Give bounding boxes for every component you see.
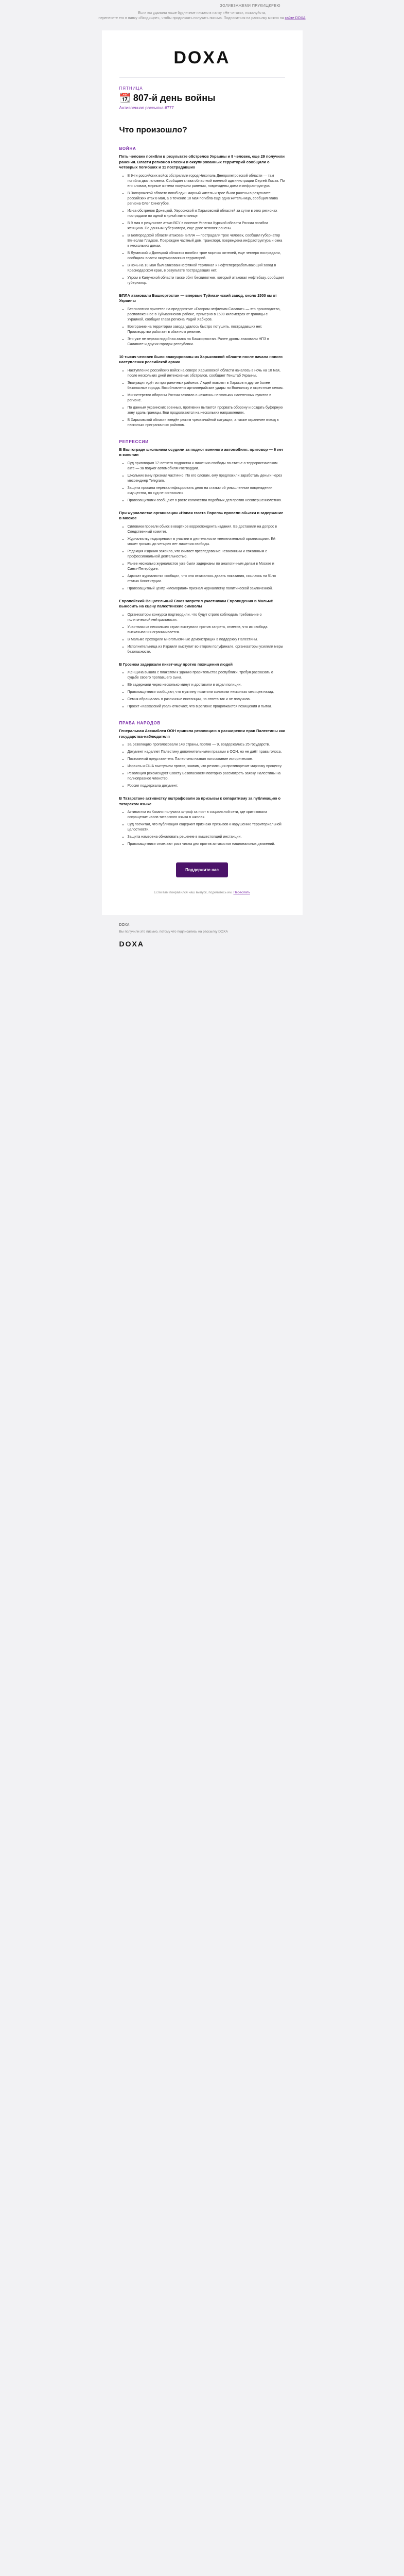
list-item: • Суд приговорил 17-летнего подростка к лишению свободы по статье о террористическом акте — за поджог автомобиля Росгвардии. bbox=[128, 461, 285, 471]
footer bbox=[102, 915, 303, 963]
section-title: ПРАВА НАРОДОВ bbox=[119, 721, 161, 725]
preheader: ЗОЛИВЗАЖЕМИ ПРУКИЩКРЕЮ bbox=[220, 4, 280, 8]
list-item: • Правозащитники сообщают, что мужчину похитили силовики несколько месяцев назад. bbox=[128, 690, 285, 695]
page-title: 📆 807-й день войны bbox=[119, 93, 216, 103]
list-item: • Суд посчитал, что публикация содержит признаки призывов к нарушению территориальной целостности. bbox=[128, 822, 285, 833]
list-item: • Адвокат журналистки сообщил, что она отказалась давать показания, ссылаясь на 51-ю статью Конституции. bbox=[128, 574, 285, 584]
list-item: • В 9-ти российских войск обстреляли город Никополь Днепропетровской области — там погибла два человека. Сообщает глава областной военной администрации Сергей Лысак. По его словам, мирные жители получили ранения, повреждены дома и инфраструктура. bbox=[128, 174, 285, 189]
intro-heading: Что произошло? bbox=[119, 126, 187, 134]
day-label: ПЯТНИЦА bbox=[119, 86, 143, 91]
section-lead: Европейский Вещательный Союз запретил участникам Евровидения в Мальмё выносить на сцену палестинские символы bbox=[119, 598, 273, 608]
list-item: • Министерство обороны России заявило о «взятии» нескольких населенных пунктов в регионе. bbox=[128, 393, 285, 403]
list-item: • За резолюцию проголосовали 143 страны, против — 9, воздержались 25 государств. bbox=[128, 742, 285, 748]
bullet-list bbox=[119, 461, 285, 503]
list-item: • Документ наделяет Палестину дополнительными правами в ООН, но не даёт права голоса. bbox=[128, 750, 285, 755]
section-lead: При журналистке организации «Новая газета Европа» провели обыски и задержание в Москве bbox=[119, 510, 284, 520]
section-lead: В Грозном задержали пикетчицу против похищения людей bbox=[119, 662, 233, 667]
list-item: • Эвакуация идёт из приграничных районов. Людей вывозят в Харьков и другие более безопасные города. Возобновлены артиллерийские удары по Волчанску и окрестным селам. bbox=[128, 381, 285, 391]
list-item: • Семья обращалась в различные инстанции, но ответа так и не получила. bbox=[128, 697, 285, 702]
footer-logo: DOXA bbox=[119, 940, 144, 948]
notice bbox=[0, 8, 404, 30]
support-button[interactable]: Поддержите нас bbox=[176, 862, 228, 877]
list-item: • Женщина вышла с плакатом к зданию правительства республики, требуя рассказать о судьбе своего пропавшего сына. bbox=[128, 670, 285, 681]
notice-line-1: Если вы удалили наше будничное письмо в папку «Не читать», пожалуйста, bbox=[138, 11, 266, 15]
logo: DOXA bbox=[173, 48, 231, 67]
footer-name: DOXA bbox=[119, 923, 130, 927]
list-item: • В Луганской и Донецкой областях погибли трое мирных жителей, еще четверо пострадали, сообщили власти оккупированных территорий. bbox=[128, 251, 285, 261]
list-item: • В Запорожской области погиб один мирный житель и трое были ранены в результате российских атак 8 мая, а в течение 10 мая погибла ещё одна жительница, сообщил глава региона Олег Синегубов. bbox=[128, 191, 285, 207]
list-item: • По данным украинских военных, противник пытается прорвать оборону и создать буферную зону вдоль границы. Бои продолжаются на нескольких направлениях. bbox=[128, 405, 285, 416]
newsletter-card bbox=[102, 30, 303, 915]
list-item: • Участники из нескольких стран выступили против запрета, отметив, что их свобода высказывания ограничивается. bbox=[128, 625, 285, 635]
section-lead: В Татарстане активистку оштрафовали за призывы к сепаратизму за публикацию о татарском языке bbox=[119, 796, 281, 806]
section-lead: В Волгограде школьника осудили за поджог военного автомобиля: приговор — 6 лет в колонии bbox=[119, 447, 284, 457]
list-item: • Организаторы конкурса подтвердили, что будут строго соблюдать требование о политической нейтральности. bbox=[128, 613, 285, 623]
list-item: • Постоянный представитель Палестины назвал голосование историческим. bbox=[128, 757, 285, 762]
share-note: Если вам понравился наш выпуск, поделитесь им. Переслать bbox=[154, 891, 250, 894]
section-title: РЕПРЕССИИ bbox=[119, 439, 149, 444]
list-item: • Правозащитники сообщают о росте количества подобных дел против несовершеннолетних. bbox=[128, 498, 285, 503]
divider bbox=[119, 77, 285, 78]
list-item: • Наступление российских войск на севере Харьковской области началось в ночь на 10 мая, после нескольких дней интенсивных обстрелов, сообщает Генштаб Украины. bbox=[128, 368, 285, 379]
list-item: • Защита намерена обжаловать решение в вышестоящей инстанции. bbox=[128, 835, 285, 840]
list-item: • Исполнительница из Израиля выступит во втором полуфинале, организаторы усилили меры безопасности. bbox=[128, 645, 285, 655]
list-item: • Школьник вину признал частично. По его словам, ему предложили заработать деньги через мессенджер Telegram. bbox=[128, 473, 285, 484]
list-item: • Правозащитники отмечают рост числа дел против активистов национальных движений. bbox=[128, 842, 285, 847]
bullet-list bbox=[119, 524, 285, 591]
section-lead: Генеральная Ассамблея ООН приняла резолюцию о расширении прав Палестины как государства-наблюдателя bbox=[119, 728, 285, 739]
notice-line-2: перенесите его в папку «Входящие», чтобы продолжать получать письма. Подписаться на рассылку можно на сайте DOXA bbox=[98, 16, 306, 20]
section-lead: Пять человек погибли в результате обстрелов Украины и 8 человек, еще 29 получили ранения. Власти регионов России и оккупированных территорий сообщили о четверых погибших и 11 пострадавших bbox=[119, 154, 285, 170]
list-item: • Это уже не первая подобная атака на Башкортостан. Ранее дроны атаковали НПЗ в Салавате и других городах республики. bbox=[128, 337, 285, 347]
site-link[interactable]: сайте DOXA bbox=[285, 16, 306, 20]
list-item: • Правозащитный центр «Мемориал» признал журналистку политической заключенной. bbox=[128, 586, 285, 591]
list-item: • В 9 мая в результате атаки ВСУ в поселке Успенка Курской области России погибла женщина. По данным губернатора, еще двое человек ранены. bbox=[128, 221, 285, 231]
forward-link[interactable]: Переслать bbox=[233, 891, 250, 894]
footer-subscription: Вы получили это письмо, потому что подписались на рассылку DOXA bbox=[119, 930, 228, 934]
list-item: • В ночь на 10 мая был атакован нефтяной терминал и нефтеперерабатывающий завод в Краснодарском крае, в результате пострадавших нет. bbox=[128, 263, 285, 274]
cta-wrap bbox=[119, 862, 285, 877]
list-item: • Израиль и США выступили против, заявив, что резолюция противоречит мирному процессу. bbox=[128, 764, 285, 769]
bullet-list bbox=[119, 368, 285, 428]
bullet-list bbox=[119, 810, 285, 847]
list-item: • Возгорание на территории завода удалось быстро потушить, пострадавших нет. Производство работает в обычном режиме. bbox=[128, 325, 285, 335]
section-title: ВОЙНА bbox=[119, 146, 136, 151]
list-item: • Утром в Калужской области также сбит беспилотник, который атаковал нефтебазу, сообщает губернатор. bbox=[128, 276, 285, 286]
section-lead: БПЛА атаковали Башкортостан — впервые Туймазинский завод, около 1500 км от Украины bbox=[119, 293, 277, 303]
issue-number: Антивоенная рассылка #777 bbox=[119, 106, 174, 110]
bullet-list bbox=[119, 613, 285, 655]
section-lead: 10 тысяч человек были эвакуированы из Харьковской области после начала нового наступления российской армии bbox=[119, 354, 283, 364]
list-item: • Россия поддержала документ. bbox=[128, 784, 285, 789]
bullet-list bbox=[119, 742, 285, 789]
list-item: • Ранее несколько журналистов уже были задержаны по аналогичным делам в Москве и Санкт-Петербурге. bbox=[128, 562, 285, 572]
list-item: • В Белгородской области атакован БПЛА — пострадали трое человек, сообщил губернатор Вячеслав Гладков. Поврежден частный дом, транспорт, повреждена инфраструктура и окна в нескольких домах. bbox=[128, 233, 285, 249]
list-item: • Резолюция рекомендует Совету Безопасности повторно рассмотреть заявку Палестины на полноправное членство. bbox=[128, 771, 285, 782]
list-item: • В Харьковской области введён режим чрезвычайной ситуации, а также ограничен въезд в несколько приграничных районов. bbox=[128, 418, 285, 428]
list-item: • Беспилотник прилетел на предприятие «Газпром нефтехим Салават» — это производство, расположенное в Туймазинском районе, примерно в 1500 километрах от границы с Украиной, сообщил глава региона Радий Хабиров. bbox=[128, 307, 285, 323]
bullet-list bbox=[119, 174, 285, 286]
list-item: • Защита просила переквалифицировать дело на статью об умышленном повреждении имущества, но суд не согласился. bbox=[128, 486, 285, 496]
list-item: • Из-за обстрелов Донецкой, Херсонской и Харьковской областей за сутки в этих регионах пострадали по одной мирной жительнице. bbox=[128, 209, 285, 219]
news-sections bbox=[119, 146, 285, 847]
list-item: • Силовики провели обыск в квартире корреспондента издания. Ее доставили на допрос в Следственный комитет. bbox=[128, 524, 285, 535]
list-item: • Активистка из Казани получила штраф за пост в социальной сети, где критиковала сокращение часов татарского языка в школах. bbox=[128, 810, 285, 820]
list-item: • Редакция издания заявила, что считает преследование незаконным и связанным с профессиональной деятельностью. bbox=[128, 549, 285, 560]
bullet-list bbox=[119, 670, 285, 709]
list-item: • Журналистку подозревают в участии в деятельности «нежелательной организации». Ей может грозить до четырех лет лишения свободы. bbox=[128, 537, 285, 547]
list-item: • Её задержали через несколько минут и доставили в отдел полиции. bbox=[128, 683, 285, 688]
bullet-list bbox=[119, 307, 285, 347]
list-item: • Проект «Кавказский узел» отмечает, что в регионе продолжаются похищения и пытки. bbox=[128, 704, 285, 709]
list-item: • В Мальмё проходили многотысячные демонстрации в поддержку Палестины. bbox=[128, 637, 285, 642]
